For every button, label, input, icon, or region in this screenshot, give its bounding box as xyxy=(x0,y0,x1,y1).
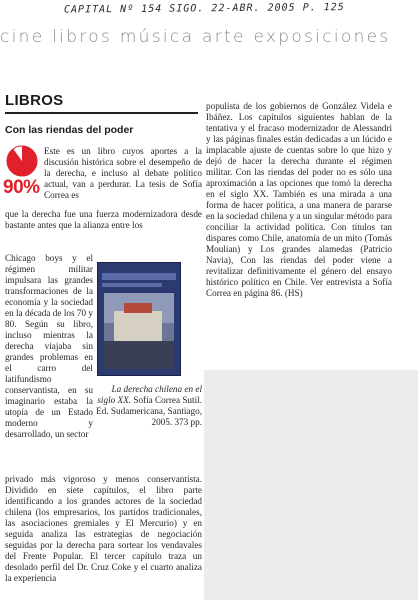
body-paragraph-narrow xyxy=(5,253,93,440)
book-cover-image xyxy=(97,262,181,376)
body-text-narrow: Chicago boys y el régimen militar impulsara las grandes transformaciones de la economía y la sociedad en la década de los 70 y 80. Según su libro, incluso mientras la derecha viajaba sin grandes problemas en el carro del latifundismo conservantista, en su imaginario estaba la utopía de un Estado moderno y desarrollado, un sector xyxy=(5,253,93,439)
body-text-bottom: privado más vigoroso y menos conservantista. Dividido en siete capítulos, el libro parte identificando a los grandes actores de la sociedad chilena (los empresarios, los partidos tradicionales, las asociaciones gremiales y El Mercurio) y en seguida analiza las estrategias de negociación seguidas por la derecha para sortear los vendavales del Frente Popular. El tercer capítulo traza un desolado perfil del Dr. Cruz Coke y el cuarto analiza la experiencia xyxy=(5,474,202,583)
book-cover-title-band xyxy=(102,273,176,280)
section-navigation: cine libros música arte exposiciones xyxy=(0,27,391,47)
section-title: LIBROS xyxy=(5,92,64,109)
body-text-mid: que la derecha fue una fuerza modernizadora desde bastante antes que la alianza entre los xyxy=(5,209,202,230)
body-text-right: populista de los gobiernos de González Videla e Ibáñez. Los capítulos siguientes hablan de la tentativa y el fracaso modernizador de Alessandri y las páginas finales están dedicadas a un lúcido e implacable ajuste de cuentas sobre lo que hizo y dejó de hacer la derecha durante el régimen militar. Con las riendas del poder no es sólo una aproximación a las opciones que tomó la derecha en el siglo XX. También es una mirada a una forma de hacer política, a una manera de pararse en la sociedad chilena y a un singular método para conciliar la actividad política. Con títulos tan dispares como Chile, anatomía de un mito (Tomás Moulian) y Los grandes alamedas (Patricio Navia), Con las riendas del poder viene a revitalizar definitivamente el género del ensayo histórico político en Chile. Ver entrevista a Sofía Correa en página 86. (HS) xyxy=(206,101,392,298)
rating-percent: 90% xyxy=(3,177,40,198)
body-paragraph-mid xyxy=(5,209,202,231)
handwritten-source-note: CAPITAL Nº 154 SIGO. 22-ABR. 2005 P. 125 xyxy=(63,2,345,16)
article-title: Con las riendas del poder xyxy=(5,124,134,136)
section-divider xyxy=(5,112,198,114)
book-photo-roof xyxy=(124,303,152,313)
blank-page-area xyxy=(204,370,418,600)
book-cover-photo xyxy=(104,293,174,369)
body-text-intro: Este es un libro cuyos aportes a la discusión histórica sobre el desempeño de la derecha, e incluso al debate político actual, van a perdurar. La tesis de Sofía Correa es xyxy=(44,146,202,200)
rating-pie-fill xyxy=(7,146,37,176)
book-photo-crowd xyxy=(104,341,174,369)
book-cover-subtitle-band xyxy=(102,283,162,287)
book-caption-title: La derecha chilena en el siglo XX. xyxy=(97,384,202,405)
body-paragraph-right xyxy=(206,101,392,299)
rating-pie-icon xyxy=(6,145,38,177)
book-caption xyxy=(94,384,202,428)
book-caption-details: Sofía Correa Sutil. Ed. Sudamericana, Santiago, 2005. 373 pp. xyxy=(96,395,202,427)
body-paragraph-intro xyxy=(44,146,202,201)
body-paragraph-bottom xyxy=(5,474,202,584)
book-photo-building xyxy=(114,311,162,345)
